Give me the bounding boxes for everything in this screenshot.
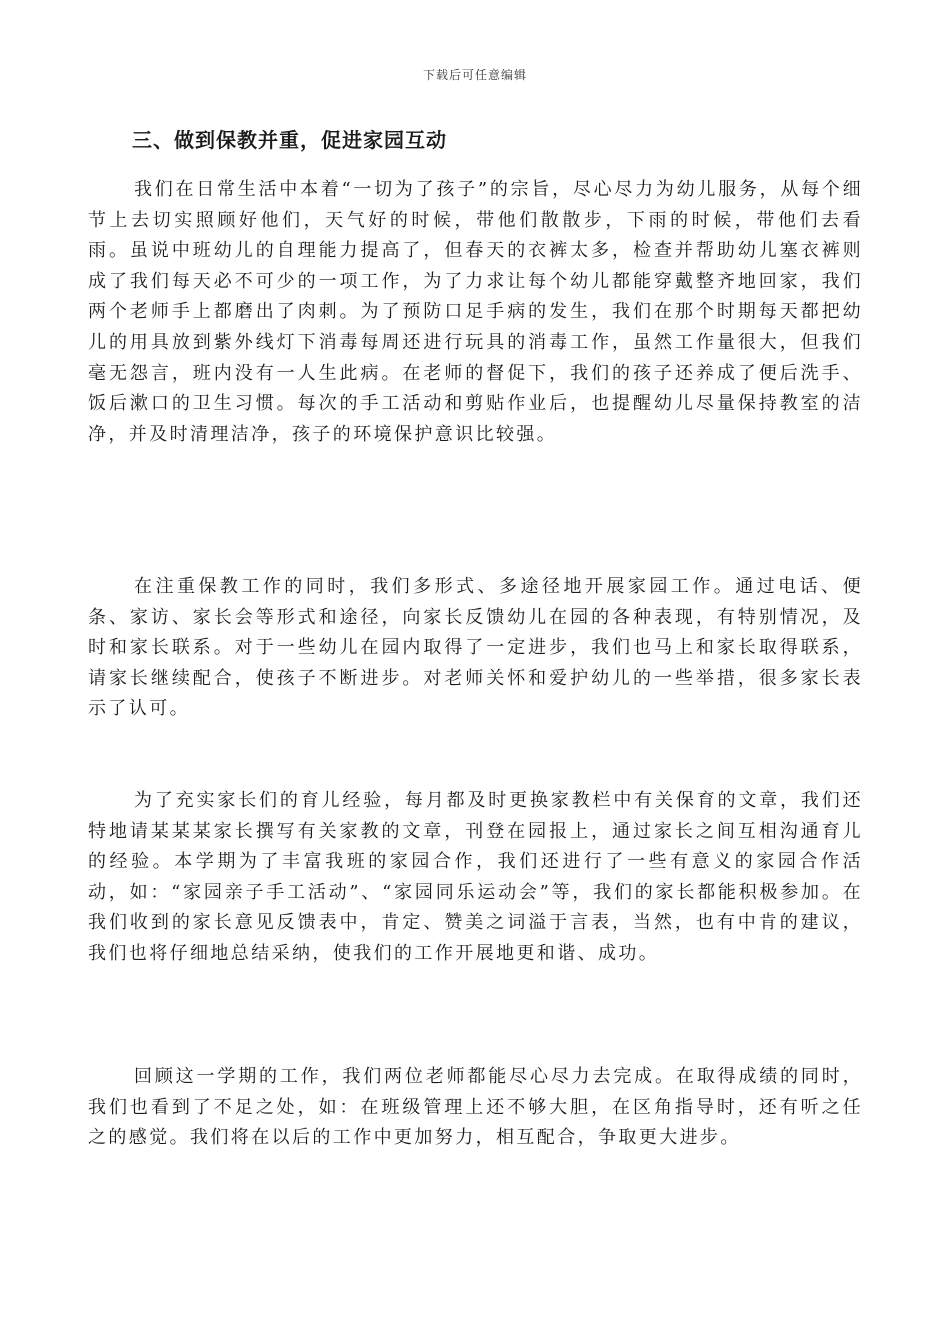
page-header-note: 下载后可任意编辑 [422,68,527,82]
paragraph-home-school-work: 在注重保教工作的同时，我们多形式、多途径地开展家园工作。通过电话、便条、家访、家长会等形式和途径，向家长反馈幼儿在园的各种表现，有特别情况，及时和家长联系。对于一些幼儿在园内取得了一定进步，我们也马上和家长取得联系，请家长继续配合，使孩子不断进步。对老师关怀和爱护幼儿的一些举措，很多家长表示了认可。 [88,576,863,720]
paragraph-parent-experience: 为了充实家长们的育儿经验，每月都及时更换家教栏中有关保育的文章，我们还特地请某某某家长撰写有关家教的文章，刊登在园报上，通过家长之间互相沟通育儿的经验。本学期为了丰富我班的家园合作，我们还进行了一些有意义的家园合作活动，如：“家园亲子手工活动”、“家园同乐运动会”等，我们的家长都能积极参加。在我们收到的家长意见反馈表中，肯定、赞美之词溢于言表，当然，也有中肯的建议，我们也将仔细地总结采纳，使我们的工作开展地更和谐、成功。 [88,790,863,964]
paragraph-care-routines: 我们在日常生活中本着“一切为了孩子”的宗旨，尽心尽力为幼儿服务，从每个细节上去切实照顾好他们，天气好的时候，带他们散散步，下雨的时候，带他们去看雨。虽说中班幼儿的自理能力提高了，但春天的衣裤太多，检查并帮助幼儿塞衣裤则成了我们每天必不可少的一项工作，为了力求让每个幼儿都能穿戴整齐地回家，我们两个老师手上都磨出了肉刺。为了预防口足手病的发生，我们在那个时期每天都把幼儿的用具放到紫外线灯下消毒每周还进行玩具的消毒工作，虽然工作量很大，但我们毫无怨言，班内没有一人生此病。在老师的督促下，我们的孩子还养成了便后洗手、饭后漱口的卫生习惯。每次的手工活动和剪贴作业后，也提醒幼儿尽量保持教室的洁净，并及时清理洁净，孩子的环境保护意识比较强。 [88,179,863,445]
paragraph-semester-review: 回顾这一学期的工作，我们两位老师都能尽心尽力去完成。在取得成绩的同时，我们也看到了不足之处，如：在班级管理上还不够大胆，在区角指导时，还有听之任之的感觉。我们将在以后的工作中更加努力，相互配合，争取更大进步。 [88,1066,863,1149]
section-heading: 三、做到保教并重，促进家园互动 [132,128,447,152]
